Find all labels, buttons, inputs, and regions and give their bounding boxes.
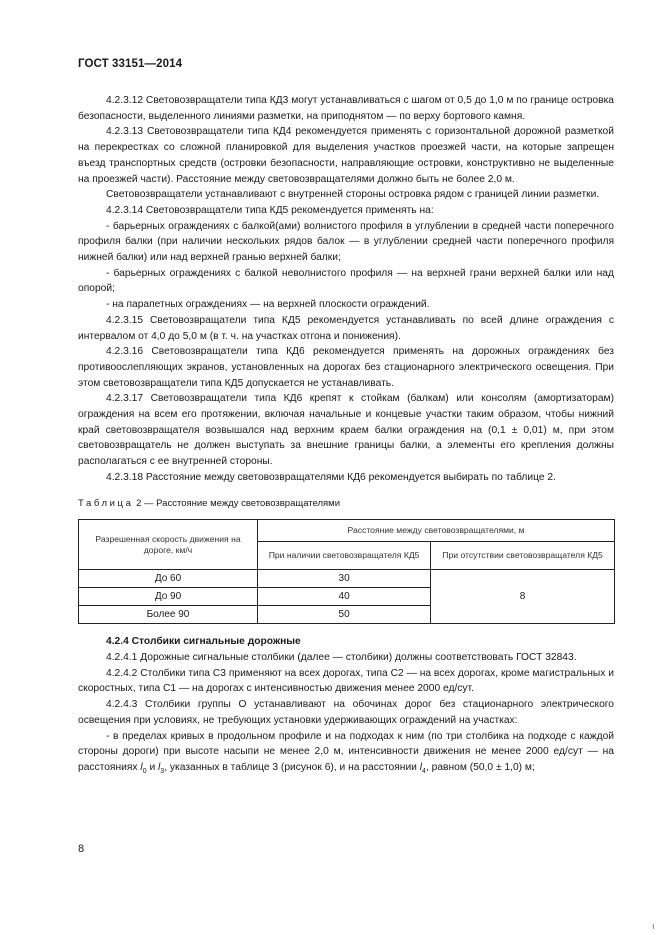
paragraph: 4.2.3.14 Световозвращатели типа КД5 рекомендуется применять на: [106,204,434,216]
table-caption-label: Таблица [78,497,134,509]
cell-with-kd5: 50 [258,606,431,624]
paragraph: 4.2.4.1 Дорожные сигнальные столбики (далее — столбики) должны соответствовать ГОСТ 32843. [106,651,577,663]
section-title: 4.2.4 Столбики сигнальные дорожные [106,636,301,648]
paragraph: 4.2.4.2 Столбики типа С3 применяют на всех дорогах, типа С2 — на всех дорогах, кроме магистральных и скоростных, типа С1 — на дорогах с интенсивностью движения менее 2000 ед/сут. [78,667,614,695]
header-speed: Разрешенная скорость движения на дороге, км/ч [79,520,258,570]
text-span: , равном (50,0 ± 1,0) м; [425,761,535,773]
page-number: 8 [78,843,85,855]
text-span: - в пределах кривых в продольном профиле и на подходах к ним (по три столбика на подходе с каждой стороны дороги) при высоте насыпи не менее 2,0 м, интенсивности движения не менее 2000 ед/сут — на расстояниях [78,730,614,773]
paragraph: 4.2.3.16 Световозвращатели типа КД6 рекомендуется применять на дорожных ограждениях без противоослепляющих экранов, установленных на дорогах без стационарного электрического освещения. При этом световозвращатели типа КД5 допускается не устанавливать. [78,346,614,389]
table-caption [78,496,614,512]
paragraph: 4.2.3.17 Световозвращатели типа КД6 крепят к стойкам (балкам) или консолям (амортизаторам) ограждения на всем его протяжении, включая начальные и концевые участки таким образом, чтобы нижний край световозвращателя возвышался над верхним краем балки ограждения на (0,1 ± 0,01) м, при этом световозвращатель не должен выступать за внешние границы балки, а элементы его крепления должны располагаться с ее внутренней стороны. [78,393,614,468]
symbol-l: l [140,761,143,773]
distance-table [78,519,615,624]
text-span: и [146,761,159,773]
symbol-l: l [419,761,423,773]
header-distance-group: Расстояние между световозвращателями, м [258,520,615,542]
document-body [78,93,614,780]
list-item [78,729,614,780]
paragraph: 4.2.3.12 Световозвращатели типа КД3 могут устанавливаться с шагом от 0,5 до 1,0 м по границе островка безопасности, выделенного линиями разметки, на приподнятом — по верху бортового камня. [78,95,614,122]
paragraph: 4.2.4.3 Столбики группы О устанавливают на обочинах дорог без стационарного электрического освещения при условиях, не требующих установки удерживающих ограждений на участках: [78,699,614,726]
paragraph: 4.2.3.18 Расстояние между световозвращателями КД6 рекомендуется выбирать по таблице 2. [106,471,556,483]
cell-speed: Более 90 [79,606,258,624]
table-caption-text: 2 — Расстояние между световозвращателями [136,497,341,509]
paragraph: 4.2.3.13 Световозвращатели типа КД4 рекомендуется применять с горизонтальной дорожной разметкой на перекрестках со сложной планировкой для выделения участков проезжей части, на которые запрещен въезд транспортных средств (островки безопасности, направляющие островки, конструктивно не выделенные на проезжей части). Расстояние между световозвращателями должно быть не более 2,0 м. [78,126,614,185]
list-item: - на парапетных ограждениях — на верхней плоскости ограждений. [106,299,430,311]
subscript: 0 [142,767,147,775]
corner-mark: ı [652,921,655,931]
paragraph: Световозвращатели устанавливают с внутренней стороны островка рядом с границей линии разметки. [106,189,600,201]
header-without-kd5: При отсутствии световозвращателя КД5 [431,542,615,570]
document-header: ГОСТ 33151—2014 [78,58,183,70]
cell-without-kd5: 8 [431,570,615,624]
cell-with-kd5: 30 [258,570,431,588]
text-span: , указанных в таблице 3 (рисунок 6), и на расстоянии [164,761,420,773]
subscript: 4 [422,767,426,775]
cell-with-kd5: 40 [258,588,431,606]
table-row [79,570,615,588]
cell-speed: До 60 [79,570,258,588]
symbol-l: l [158,761,161,773]
header-with-kd5: При наличии световозвращателя КД5 [258,542,431,570]
list-item: - барьерных ограждениях с балкой неволнистого профиля — на верхней грани верхней балки или над опорой; [78,267,614,295]
paragraph: 4.2.3.15 Световозвращатели типа КД5 рекомендуется устанавливать по всей длине ограждения с интервалом от 4,0 до 5,0 м (в т. ч. на участках отгона и понижения). [78,314,614,342]
list-item: - барьерных ограждениях с балкой(ами) волнистого профиля в углублении в средней части поперечного профиля балки (при наличии нескольких рядов балок — в углублении средней части поперечного профиля нижней балки) или над верхней гранью верхней балки; [78,220,614,264]
cell-speed: До 90 [79,588,258,606]
subscript: 3 [160,767,165,775]
